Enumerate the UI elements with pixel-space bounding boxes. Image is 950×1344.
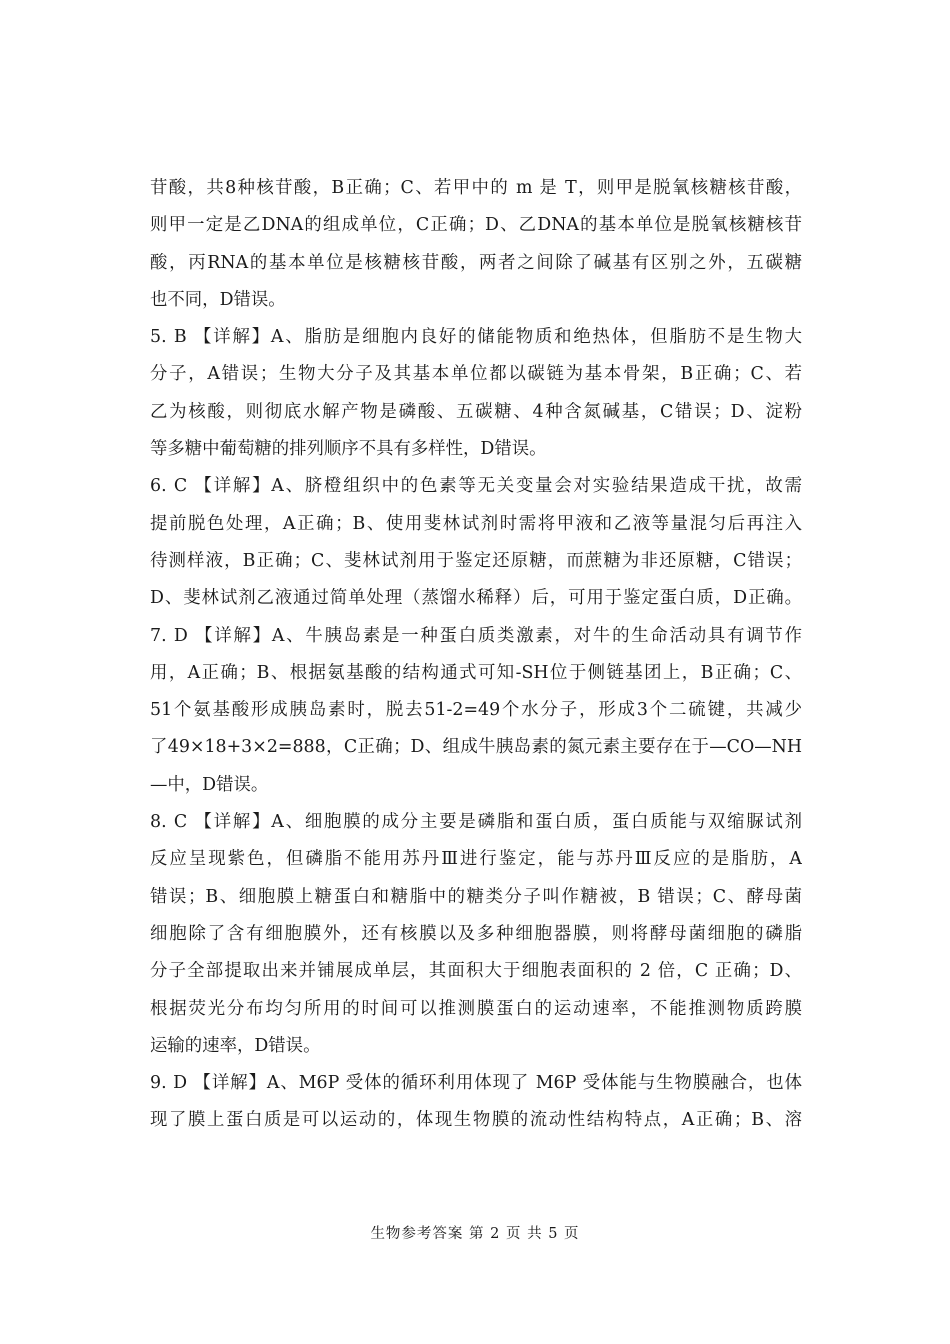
text-line: 错误；B、细胞膜上糖蛋白和糖脂中的糖类分子叫作糖被，B 错误；C、酵母菌 bbox=[150, 886, 802, 907]
text-line: 分子全部提取出来并铺展成单层，其面积大于细胞表面积的 2 倍，C 正确；D、 bbox=[150, 961, 802, 982]
text-line: 9. D 【详解】A、M6P 受体的循环利用体现了 M6P 受体能与生物膜融合，也体 bbox=[150, 1073, 802, 1094]
text-line: 了49×18+3×2=888，C正确；D、组成牛胰岛素的氮元素主要存在于—CO—NH bbox=[150, 737, 802, 758]
text-line: 7. D 【详解】A、牛胰岛素是一种蛋白质类激素，对牛的生命活动具有调节作 bbox=[150, 625, 802, 646]
text-line: 现了膜上蛋白质是可以运动的，体现生物膜的流动性结构特点，A正确；B、溶 bbox=[150, 1110, 802, 1131]
text-line: 用，A正确；B、根据氨基酸的结构通式可知-SH位于侧链基团上，B正确；C、 bbox=[150, 662, 802, 683]
text-line: 待测样液，B正确；C、斐林试剂用于鉴定还原糖，而蔗糖为非还原糖，C错误； bbox=[150, 550, 802, 571]
text-line: 51个氨基酸形成胰岛素时，脱去51-2=49个水分子，形成3个二硫键，共减少 bbox=[150, 700, 802, 721]
text-line: 分子，A错误；生物大分子及其基本单位都以碳链为基本骨架，B正确；C、若 bbox=[150, 364, 802, 385]
page-footer: 生物参考答案 第 2 页 共 5 页 bbox=[370, 1226, 580, 1242]
answer-6 bbox=[150, 468, 802, 617]
text-line: 6. C 【详解】A、脐橙组织中的色素等无关变量会对实验结果造成干扰，故需 bbox=[150, 476, 802, 497]
answer-8 bbox=[150, 804, 802, 1065]
text-line: 根据荧光分布均匀所用的时间可以推测膜蛋白的运动速率，不能推测物质跨膜 bbox=[150, 998, 802, 1019]
text-line: 5. B 【详解】A、脂肪是细胞内良好的储能物质和绝热体，但脂肪不是生物大 bbox=[150, 327, 802, 348]
text-line: 乙为核酸，则彻底水解产物是磷酸、五碳糖、4种含氮碱基，C错误；D、淀粉 bbox=[150, 401, 802, 422]
text-line: 8. C 【详解】A、细胞膜的成分主要是磷脂和蛋白质，蛋白质能与双缩脲试剂 bbox=[150, 812, 802, 833]
text-line: 则甲一定是乙DNA的组成单位，C正确；D、乙DNA的基本单位是脱氧核糖核苷 bbox=[150, 215, 802, 236]
text-line: D、斐林试剂乙液通过简单处理（蒸馏水稀释）后，可用于鉴定蛋白质，D正确。 bbox=[150, 588, 802, 609]
text-line: 酸，丙RNA的基本单位是核糖核苷酸，两者之间除了碱基有区别之外，五碳糖 bbox=[150, 252, 802, 273]
text-line: —中，D错误。 bbox=[150, 774, 269, 795]
answer-document-body bbox=[150, 170, 802, 1140]
text-line: 等多糖中葡萄糖的排列顺序不具有多样性，D错误。 bbox=[150, 439, 547, 460]
answer-5 bbox=[150, 319, 802, 468]
text-line: 运输的速率，D错误。 bbox=[150, 1035, 321, 1056]
answer-9 bbox=[150, 1065, 802, 1140]
text-line: 细胞除了含有细胞膜外，还有核膜以及多种细胞器膜，则将酵母菌细胞的磷脂 bbox=[150, 923, 802, 944]
text-line: 也不同，D错误。 bbox=[150, 289, 286, 310]
answer-7 bbox=[150, 618, 802, 804]
text-line: 提前脱色处理，A正确；B、使用斐林试剂时需将甲液和乙液等量混匀后再注入 bbox=[150, 513, 802, 534]
text-line: 反应呈现紫色，但磷脂不能用苏丹Ⅲ进行鉴定，能与苏丹Ⅲ反应的是脂肪，A bbox=[150, 849, 802, 870]
text-line: 苷酸，共8种核苷酸，B正确；C、若甲中的 m 是 T，则甲是脱氧核糖核苷酸， bbox=[150, 178, 802, 198]
paragraph-4-continuation bbox=[150, 170, 802, 319]
